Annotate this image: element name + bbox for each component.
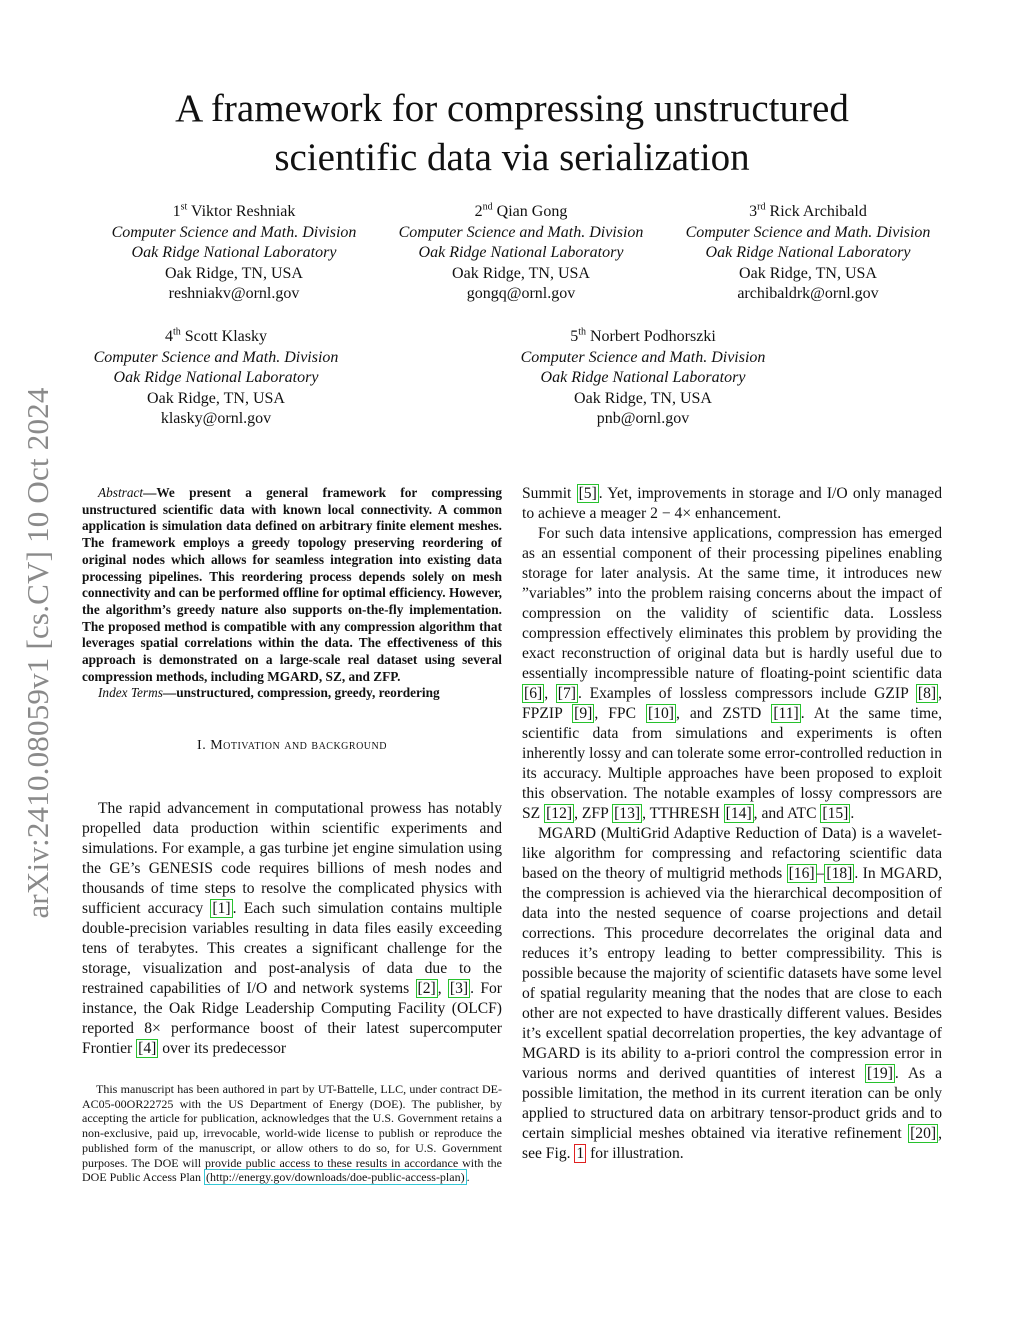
citation-link[interactable]: [19] — [866, 1065, 893, 1082]
author-org: Oak Ridge National Laboratory — [540, 369, 746, 386]
citation-link[interactable]: [7] — [557, 685, 576, 702]
author-location: Oak Ridge, TN, USA — [147, 389, 285, 407]
footnote-text: This manuscript has been authored in part by UT-Battelle, LLC, under contract DE-AC05-00OR22725 with the US Department of Energy (DOE). The publisher, by accepting the article for publication, acknowledges that the U.S. Government retains a non-exclusive, paid up, irrevocable, world-wide license to publish or reproduce the published form of the manuscript, or allow others to do so, for U.S. Government purposes. The DOE will provide public access to these results in accordance with the DOE Public Access Plan (http://energy.gov/downloads/doe-public-access-plan) . — [82, 1082, 502, 1185]
author-block — [84, 202, 384, 305]
index-terms-label: Index Terms — [98, 685, 163, 701]
author-name: 1st Viktor Reshniak — [172, 201, 296, 220]
section-title: I. Motivation and background — [197, 738, 387, 753]
paragraph: The rapid advancement in computational prowess has notably propelled data production within scientific experiments and simulations. For example, a gas turbine jet engine simulation using the GE’s GENESIS code requires billions of mesh nodes and thousands of time steps to resolve the complicated physics with sufficient accuracy [1] . Each such simulation contains multiple double-precision variables resulting in data files easily exceeding tens of terabytes. This creates a significant challenge for the storage, visualization and post-analysis of data due to the restrained capabilities of I/O and network systems [2] , [3] . For instance, the Oak Ridge Leadership Computing Facility (OLCF) reported 8× performance boost of their latest supercomputer Frontier [4] over its predecessor — [82, 800, 503, 1057]
section-heading — [82, 738, 502, 754]
author-dept: Computer Science and Math. Division — [398, 223, 644, 241]
author-email: archibaldrk@ornl.gov — [737, 285, 879, 302]
citation-link[interactable]: [5] — [578, 485, 597, 502]
author-dept: Computer Science and Math. Division — [685, 223, 931, 241]
author-name: 5th Norbert Podhorszki — [570, 326, 716, 345]
author-org: Oak Ridge National Laboratory — [705, 244, 911, 261]
author-name: 3rd Rick Archibald — [749, 201, 867, 220]
paragraph: For such data intensive applications, compression has emerged as an essential component of their processing pipelines enabling storage for later analysis. At the same time, it introduces new ”variables” into the problem raising concerns about the impact of compression on the validity of scientific data. Lossless compression effectively eliminates this problem by providing the exact reconstruction of original data but is hardly useful due to essentially incompressible nature of floating-point scientific data [6] , [7] . Examples of lossless compressors include GZIP [8] , FPZIP [9] , FPC [10] , and ZSTD [11] . At the same time, scientific data from simulations and experiments is often inherently lossy and can tolerate some error-controlled reduction in its accuracy. Multiple approaches have been proposed to exploit this observation. The notable examples of lossy compressors are SZ [12] , ZFP [13] , TTHRESH [14] , and ATC [15] . — [522, 525, 942, 822]
author-org: Oak Ridge National Laboratory — [131, 244, 337, 261]
arxiv-identifier: arXiv:2410.08059v1 [cs.CV] 10 Oct 2024 — [20, 387, 55, 919]
author-dept: Computer Science and Math. Division — [520, 348, 766, 366]
citation-link[interactable]: [11] — [773, 705, 799, 722]
citation-link[interactable]: [6] — [524, 685, 543, 702]
citation-link[interactable]: [10] — [647, 705, 674, 722]
author-location: Oak Ridge, TN, USA — [739, 264, 877, 282]
paper-title: A framework for compressing unstructured scientific data via serialization — [175, 87, 849, 179]
abstract — [82, 485, 502, 702]
author-block — [658, 202, 958, 305]
citation-link[interactable]: [18] — [826, 865, 853, 882]
author-block — [493, 327, 793, 430]
author-email: reshniakv@ornl.gov — [168, 285, 300, 302]
author-org: Oak Ridge National Laboratory — [113, 369, 319, 386]
author-org: Oak Ridge National Laboratory — [418, 244, 624, 261]
arxiv-sidebar — [10, 358, 66, 948]
index-terms — [82, 685, 502, 702]
citation-link[interactable]: [9] — [574, 705, 593, 722]
figure-link[interactable]: 1 — [576, 1145, 585, 1162]
footnote — [82, 1082, 502, 1185]
citation-link[interactable]: [15] — [822, 805, 849, 822]
paragraph: MGARD (MultiGrid Adaptive Reduction of Data) is a wavelet-like algorithm for compressing and refactoring scientific data based on the theory of multigrid methods [16] – [18] . In MGARD, the compression is achieved via the hierarchical decomposition of data into the nested sequence of coarse projections and detail corrections. This procedure decorrelates the original data and reduces it’s entropy leading to better compressibility. This is possible because the majority of scientific datasets have some level of spatial regularity meaning that the nodes that are close to each other are not expected to have drastically different values. Besides it’s excellent spatial decorrelation properties, the key advantage of MGARD is its ability to a-priori control the compression error in various norms and derived quantities of interest [19] . As a possible limitation, the method in its current iteration can be only applied to structured data on arbitrary tensor-product grids and to certain simplicial meshes obtained via iterative refinement [20] , see Fig. 1 for illustration. — [522, 825, 942, 1162]
right-column-text — [522, 484, 942, 1164]
abstract-text: —We present a general framework for compressing unstructured scientific data with known local connectivity. A common application is simulation data defined on arbitrary finite element meshes. The framework employs a greedy topology preserving reordering of original nodes which allows for seamless integration into existing data processing pipelines. This reordering process depends solely on mesh connectivity and can be performed offline for optimal efficiency. However, the algorithm’s greedy nature also supports on-the-fly implementation. The proposed method is compatible with any compression algorithm that leverages spatial correlations within the data. The effectiveness of this approach is demonstrated on a large-scale real dataset using several compression methods, including MGARD, SZ, and ZFP. — [82, 485, 502, 684]
author-dept: Computer Science and Math. Division — [93, 348, 339, 366]
author-name: 2nd Qian Gong — [474, 201, 568, 220]
author-email: pnb@ornl.gov — [596, 410, 690, 427]
citation-link[interactable]: [1] — [212, 900, 231, 917]
citation-link[interactable]: [12] — [546, 805, 573, 822]
citation-link[interactable]: [4] — [138, 1040, 157, 1057]
author-block — [371, 202, 671, 305]
citation-link[interactable]: [20] — [910, 1125, 937, 1142]
author-block — [66, 327, 366, 430]
abstract-paragraph — [82, 485, 502, 685]
author-location: Oak Ridge, TN, USA — [574, 389, 712, 407]
author-dept: Computer Science and Math. Division — [111, 223, 357, 241]
citation-link[interactable]: [2] — [417, 980, 436, 997]
citation-link[interactable]: [8] — [917, 685, 937, 702]
index-terms-text: —unstructured, compression, greedy, reordering — [162, 685, 440, 701]
author-email: gongq@ornl.gov — [466, 285, 576, 302]
doe-access-plan-link[interactable]: (http://energy.gov/downloads/doe-public-access-plan) — [206, 1170, 465, 1185]
author-location: Oak Ridge, TN, USA — [165, 264, 303, 282]
citation-link[interactable]: [16] — [788, 865, 815, 882]
author-name: 4th Scott Klasky — [165, 326, 267, 345]
citation-link[interactable]: [14] — [725, 805, 752, 822]
paragraph: Summit [5] . Yet, improvements in storage and I/O only managed to achieve a meager 2 − 4× enhancement. — [522, 485, 943, 522]
left-column-text — [82, 799, 502, 1059]
abstract-label: Abstract — [98, 485, 144, 500]
citation-link[interactable]: [3] — [449, 980, 469, 997]
author-email: klasky@ornl.gov — [160, 410, 272, 427]
citation-link[interactable]: [13] — [614, 805, 641, 822]
author-location: Oak Ridge, TN, USA — [452, 264, 590, 282]
